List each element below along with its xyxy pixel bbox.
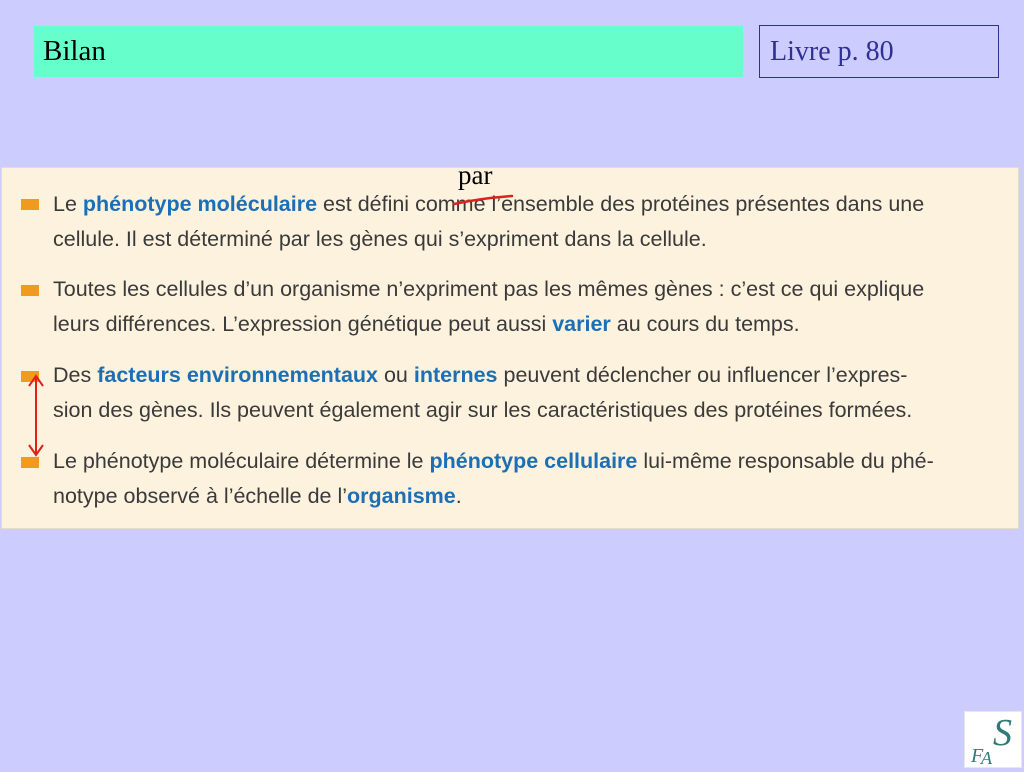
text-fragment: .: [455, 484, 462, 508]
paragraph-2-line-1: Toutes les cellules d’un organisme n’expriment pas les mêmes gènes : c’est ce qui explique: [53, 277, 925, 301]
paragraph-1-line-1: [53, 187, 1010, 222]
paragraph-2: [53, 272, 1010, 342]
keyword-internes: internes: [413, 363, 498, 387]
paragraph-3: [53, 358, 1010, 428]
sfa-logo-icon: [964, 711, 1022, 768]
text-fragment: Le phénotype moléculaire détermine le: [53, 449, 430, 473]
bullet-icon: [21, 199, 39, 210]
paragraph-4: [53, 444, 1010, 514]
paragraph-1: [53, 187, 1010, 257]
keyword-phenotype-moleculaire: phénotype moléculaire: [82, 192, 318, 216]
text-fragment: ou: [378, 363, 414, 387]
paragraph-4-line-1: [53, 444, 1010, 479]
svg-text:F: F: [971, 745, 984, 767]
text-fragment: Des: [53, 363, 98, 387]
crossed-out-word: comme: [415, 192, 486, 216]
text-fragment: lui-même responsable du phé-: [637, 449, 934, 473]
correction-annotation: par: [458, 160, 493, 190]
paragraph-4-line-2: [53, 479, 1010, 514]
text-fragment: au cours du temps.: [610, 312, 800, 336]
svg-text:A: A: [981, 748, 992, 767]
book-reference: [759, 25, 999, 78]
text-fragment: peuvent déclencher ou influencer l’expres-: [497, 363, 908, 387]
strikethrough-mark: [452, 192, 516, 208]
keyword-organisme: organisme: [347, 484, 456, 508]
summary-panel: [1, 167, 1019, 529]
text-fragment: Le: [53, 192, 83, 216]
text-fragment: est défini: [317, 192, 416, 216]
keyword-varier: varier: [552, 312, 611, 336]
book-reference-text: Livre p. 80: [770, 36, 894, 67]
text-fragment: leurs différences. L’expression génétique peut aussi: [53, 312, 553, 336]
keyword-phenotype-cellulaire: phénotype cellulaire: [429, 449, 638, 473]
paragraph-1-line-2: cellule. Il est déterminé par les gènes qui s’expriment dans la cellule.: [53, 227, 707, 251]
text-fragment: notype observé à l’échelle de l’: [53, 484, 348, 508]
keyword-facteurs-environnementaux: facteurs environnementaux: [97, 363, 378, 387]
slide-title: [34, 26, 743, 77]
text-fragment: l’ensemble des protéines présentes dans une: [485, 192, 925, 216]
bullet-icon: [21, 285, 39, 296]
double-arrow-icon: [24, 373, 48, 459]
paragraph-2-line-2: [53, 307, 1010, 342]
paragraph-3-line-1: [53, 358, 1010, 393]
paragraph-3-line-2: sion des gènes. Ils peuvent également agir sur les caractéristiques des protéines formées.: [53, 398, 913, 422]
slide-title-text: Bilan: [43, 35, 106, 67]
svg-text:S: S: [993, 712, 1012, 754]
